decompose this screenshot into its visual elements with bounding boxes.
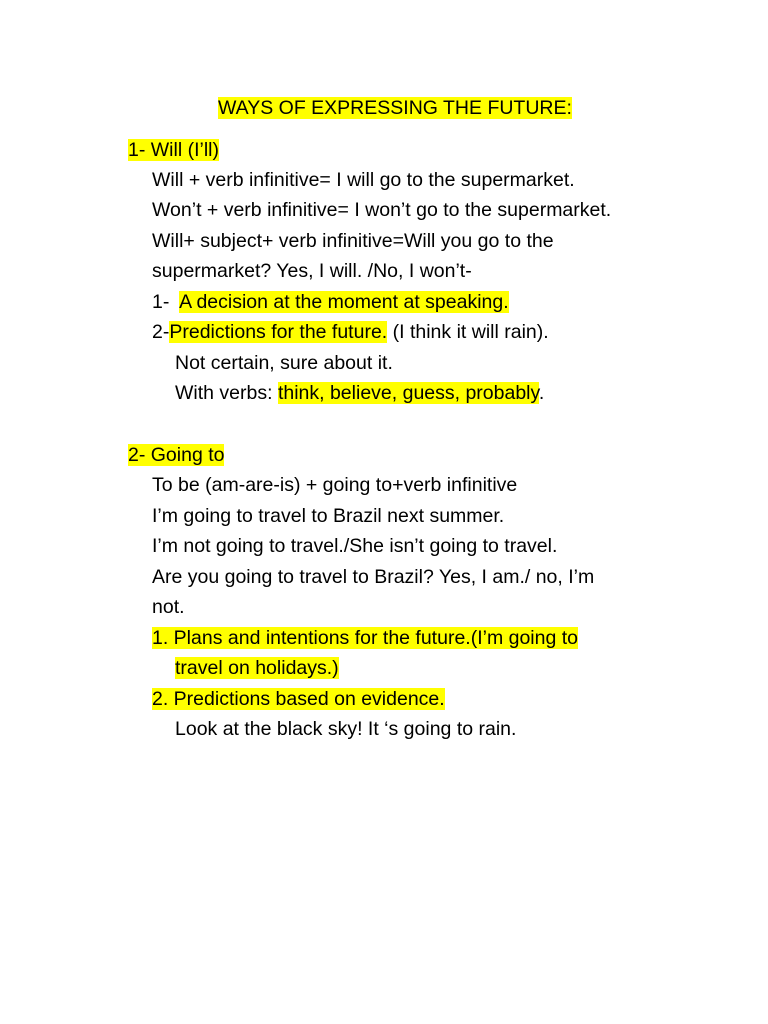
use2-text: Predictions for the future. (169, 321, 388, 343)
use1-text: A decision at the moment at speaking. (179, 291, 509, 313)
section2-use1-line2 (175, 655, 339, 681)
section2-use2-text: 2. Predictions based on evidence. (152, 688, 445, 710)
section2-use1-text-a: 1. Plans and intentions for the future.(I’m going to (152, 627, 579, 649)
section1-line2: Won’t + verb infinitive= I won’t go to the supermarket. (152, 199, 612, 221)
section2-use1-line1 (152, 625, 578, 651)
document-title (218, 95, 572, 121)
section2-line1: To be (am-are-is) + going to+verb infinitive (152, 474, 518, 496)
section1-use1 (152, 289, 509, 315)
section1-line1: Will + verb infinitive= I will go to the supermarket. (152, 169, 575, 191)
section1-line3: Will+ subject+ verb infinitive=Will you go to the (152, 230, 554, 252)
section2-heading-text: 2- Going to (128, 444, 225, 466)
section2-line5: not. (152, 596, 185, 618)
section2-line4: Are you going to travel to Brazil? Yes, I am./ no, I’m (152, 566, 595, 588)
use2-number: 2- (152, 321, 170, 343)
section1-heading-text: 1- Will (I’ll) (128, 139, 219, 161)
section1-heading (128, 137, 219, 163)
section1-use2 (152, 319, 549, 345)
section2-use1-text-b: travel on holidays.) (175, 657, 339, 679)
note2-suffix: . (538, 382, 545, 404)
section2-heading (128, 442, 224, 468)
use1-number: 1- (152, 291, 180, 313)
section2-line2: I’m going to travel to Brazil next summer. (152, 505, 505, 527)
section2-line3: I’m not going to travel./She isn’t going to travel. (152, 535, 558, 557)
section2-example: Look at the black sky! It ‘s going to rain. (175, 718, 517, 740)
use2-rest: (I think it will rain). (387, 321, 549, 343)
note2-highlight: think, believe, guess, probably (277, 382, 539, 404)
section2-use2 (152, 686, 445, 712)
section1-note2 (175, 380, 544, 406)
note2-prefix: With verbs: (175, 382, 278, 404)
section1-line4: supermarket? Yes, I will. /No, I won’t- (152, 260, 472, 282)
title-text: WAYS OF EXPRESSING THE FUTURE: (218, 97, 572, 119)
section1-note1: Not certain, sure about it. (175, 352, 393, 374)
